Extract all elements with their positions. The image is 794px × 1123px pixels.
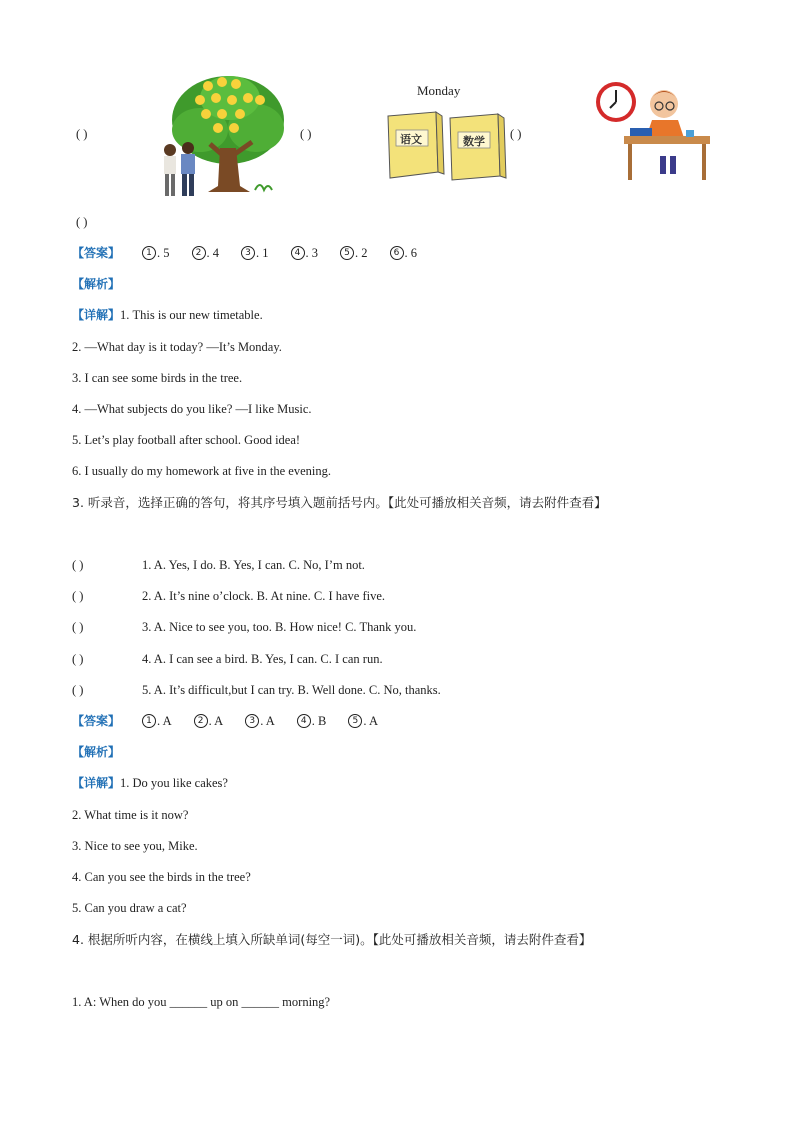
analysis-heading: 【解析】 [72,277,121,291]
detail-line: 3. I can see some birds in the tree. [72,371,243,385]
answer-item: 1 . A [142,713,172,729]
section4-title: 4. 根据所听内容，在横线上填入所缺单词(每空一词)。【此处可播放相关音频，请去附件查看】 [72,932,592,947]
answer-item: 6 . 6 [390,245,418,261]
detail-line: 【详解】1. This is our new timetable. [72,308,263,322]
answer-item: 4 . B [297,713,327,729]
detail-line: 4. Can you see the birds in the tree? [72,870,251,884]
detail-line: 4. —What subjects do you like? —I like Music. [72,402,312,416]
detail-line: 2. —What day is it today? —It’s Monday. [72,340,282,354]
analysis-heading: 【解析】 [72,745,121,759]
answer-item: 3 . A [245,713,275,729]
monday-label: Monday [417,83,461,98]
detail-line: 5. Can you draw a cat? [72,901,187,915]
boy-homework-clock-illustration [594,80,714,184]
tree-birds-children-illustration [160,68,296,200]
answer-item: 3 . 1 [241,245,269,261]
book-chinese-title: 语文 [400,133,422,146]
answer-paren-picture-2: ( ) [300,127,312,141]
detail-line: 【详解】1. Do you like cakes? [72,776,228,790]
section3-title: 3. 听录音，选择正确的答句，将其序号填入题前括号内。【此处可播放相关音频，请去附件查看】 [72,495,607,510]
question-row: ( ) 2. A. It’s nine o’clock. B. At nine. C. I have five. [72,589,386,603]
answer-item: 2 . 4 [192,245,220,261]
answer-item: 2 . A [194,713,224,729]
answer-item: 1 . 5 [142,245,170,261]
detail-line: 5. Let’s play football after school. Good idea! [72,433,301,447]
answer-paren-picture-extra: ( ) [76,215,88,229]
question-row: ( ) 4. A. I can see a bird. B. Yes, I can. C. I can run. [72,652,383,666]
answer-item: 5 . 2 [340,245,368,261]
question-row: ( ) 5. A. It’s difficult,but I can try. B. Well done. C. No, thanks. [72,683,441,697]
question-row: ( ) 3. A. Nice to see you, too. B. How nice! C. Thank you. [72,620,417,634]
detail-line: 2. What time is it now? [72,808,189,822]
detail-line: 6. I usually do my homework at five in the evening. [72,464,331,478]
answer-paren-picture-3: ( ) [510,127,522,141]
answer-row-section2 [72,245,417,261]
book-math-title: 数学 [463,135,485,148]
fill-blank-question: 1. A: When do you ______ up on ______ morning? [72,995,331,1009]
question-row: ( ) 1. A. Yes, I do. B. Yes, I can. C. No, I’m not. [72,558,365,572]
answer-row-section3 [72,713,378,729]
answer-tag: 【答案】 [72,714,121,728]
answer-item: 4 . 3 [291,245,319,261]
answer-tag: 【答案】 [72,246,121,260]
answer-paren-picture-1: ( ) [76,127,88,141]
answer-item: 5 . A [348,713,378,729]
detail-line: 3. Nice to see you, Mike. [72,839,198,853]
